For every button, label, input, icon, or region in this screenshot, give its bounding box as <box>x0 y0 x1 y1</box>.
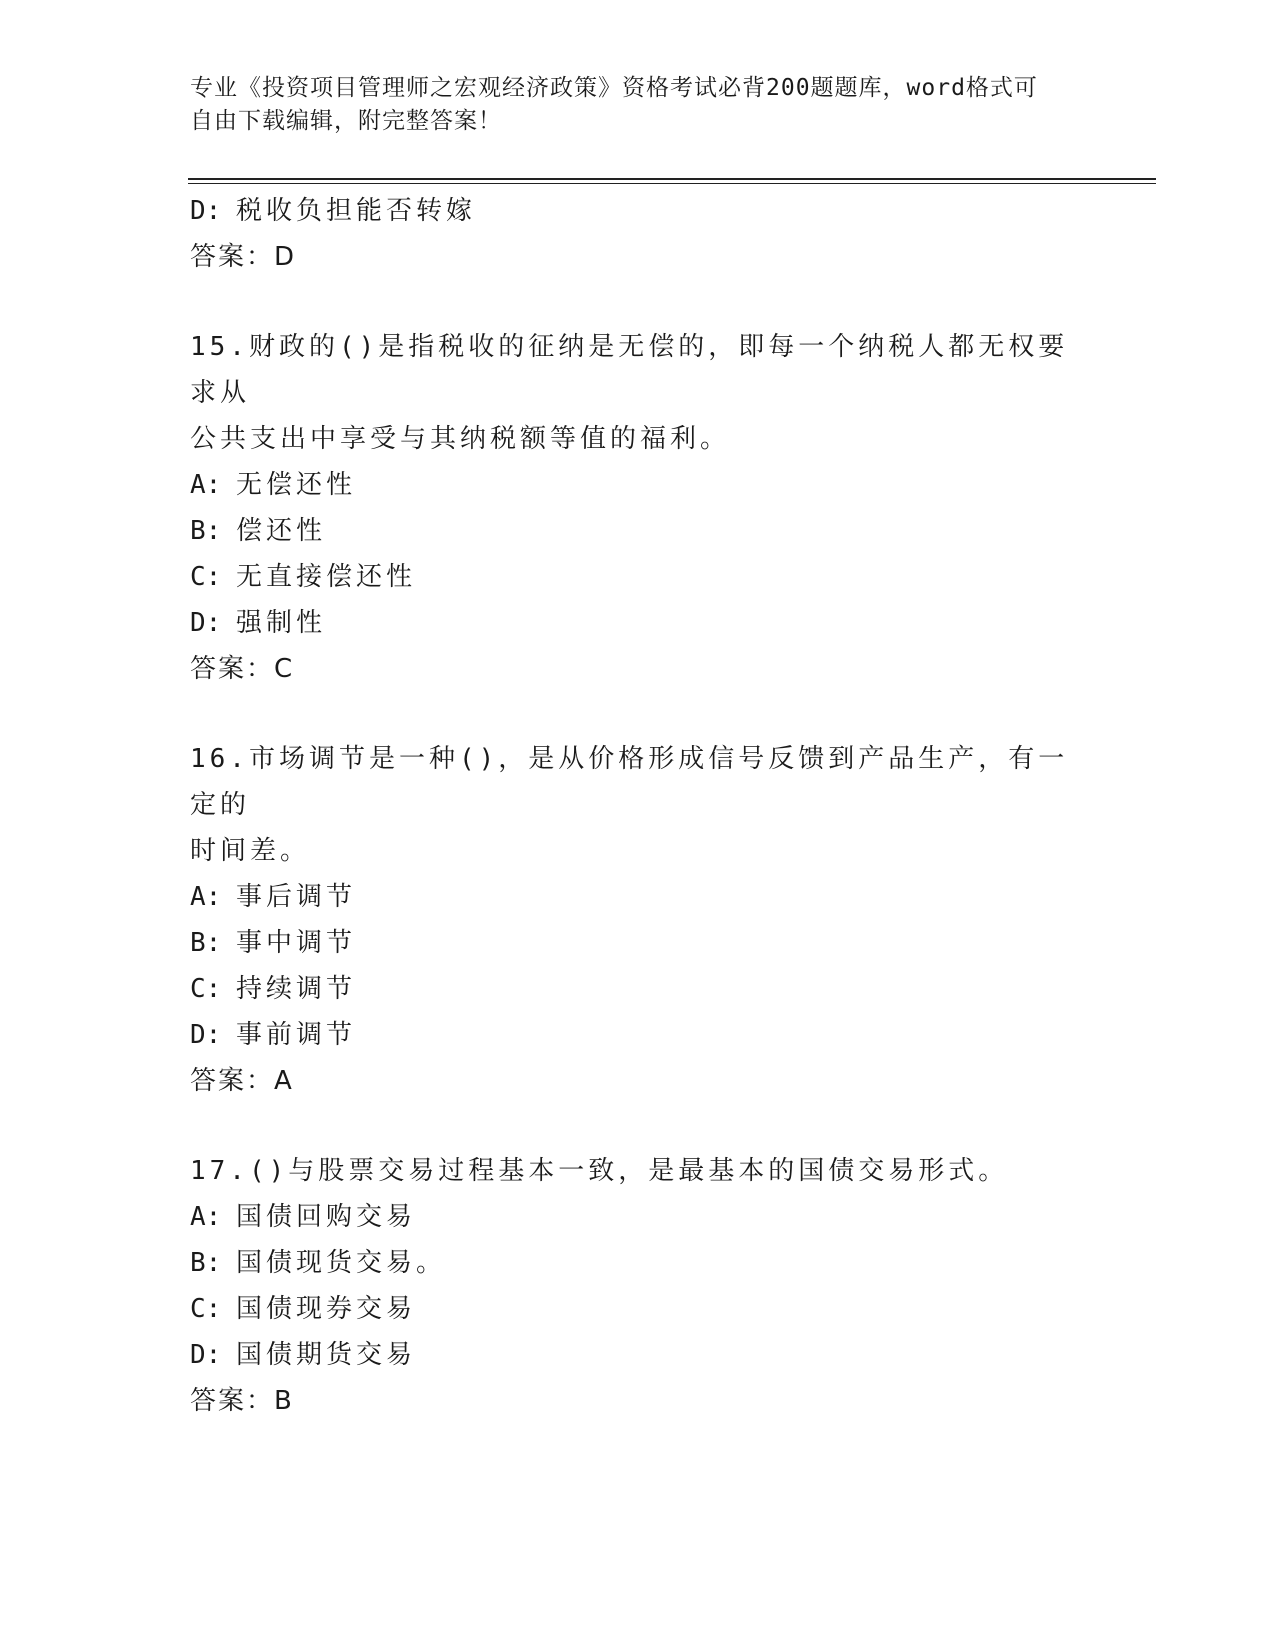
option-label: C: <box>190 1294 222 1324</box>
option-text: 无直接偿还性 <box>236 562 417 592</box>
question-15 <box>190 324 1090 692</box>
option-b <box>190 1240 1090 1286</box>
question-stem <box>190 1148 1090 1194</box>
question-16 <box>190 736 1090 1104</box>
header-title-line-1: 专业《投资项目管理师之宏观经济政策》资格考试必背200题题库，word格式可 <box>190 75 1038 101</box>
question-stem <box>190 736 1090 874</box>
question-stem-line-2: 公共支出中享受与其纳税额等值的福利。 <box>190 424 731 454</box>
option-text: 持续调节 <box>236 974 357 1004</box>
question-list <box>190 188 1090 1468</box>
option-label: D: <box>190 608 222 638</box>
option-d <box>190 188 1090 234</box>
option-text: 事中调节 <box>236 928 357 958</box>
option-label: B: <box>190 1248 222 1278</box>
option-text: 事后调节 <box>236 882 357 912</box>
question-stem <box>190 324 1090 462</box>
option-text: 偿还性 <box>236 516 327 546</box>
option-label: B: <box>190 928 222 958</box>
option-text: 国债期货交易 <box>236 1340 417 1370</box>
option-text: 国债现货交易。 <box>236 1248 447 1278</box>
answer-line: 答案：D <box>190 242 297 272</box>
option-b <box>190 920 1090 966</box>
option-text: 税收负担能否转嫁 <box>236 196 477 226</box>
option-a <box>190 874 1090 920</box>
question-17 <box>190 1148 1090 1424</box>
question-stem-line-1: 16.市场调节是一种()，是从价格形成信号反馈到产品生产，有一定的 <box>190 744 1069 820</box>
option-label: A: <box>190 882 222 912</box>
option-c <box>190 1286 1090 1332</box>
option-label: A: <box>190 470 222 500</box>
option-text: 无偿还性 <box>236 470 357 500</box>
question-stem-line-1: 15.财政的()是指税收的征纳是无偿的，即每一个纳税人都无权要求从 <box>190 332 1069 408</box>
option-a <box>190 1194 1090 1240</box>
option-text: 强制性 <box>236 608 327 638</box>
option-c <box>190 966 1090 1012</box>
option-text: 国债回购交易 <box>236 1202 417 1232</box>
option-a <box>190 462 1090 508</box>
option-text: 国债现券交易 <box>236 1294 417 1324</box>
option-label: D: <box>190 196 222 226</box>
option-text: 事前调节 <box>236 1020 357 1050</box>
option-label: B: <box>190 516 222 546</box>
previous-question-tail <box>190 188 1090 280</box>
option-label: C: <box>190 562 222 592</box>
question-stem-line-1: 17.()与股票交易过程基本一致，是最基本的国债交易形式。 <box>190 1156 1009 1186</box>
option-d <box>190 1012 1090 1058</box>
header-title-line-2: 自由下载编辑，附完整答案！ <box>190 108 502 134</box>
option-d <box>190 600 1090 646</box>
answer-line: 答案：C <box>190 654 295 684</box>
option-label: D: <box>190 1340 222 1370</box>
document-header <box>190 72 1090 138</box>
option-label: C: <box>190 974 222 1004</box>
answer-line: 答案：B <box>190 1386 294 1416</box>
option-c <box>190 554 1090 600</box>
question-stem-line-2: 时间差。 <box>190 836 311 866</box>
option-b <box>190 508 1090 554</box>
option-label: A: <box>190 1202 222 1232</box>
option-d <box>190 1332 1090 1378</box>
header-divider <box>188 178 1156 184</box>
option-label: D: <box>190 1020 222 1050</box>
answer-line: 答案：A <box>190 1066 294 1096</box>
